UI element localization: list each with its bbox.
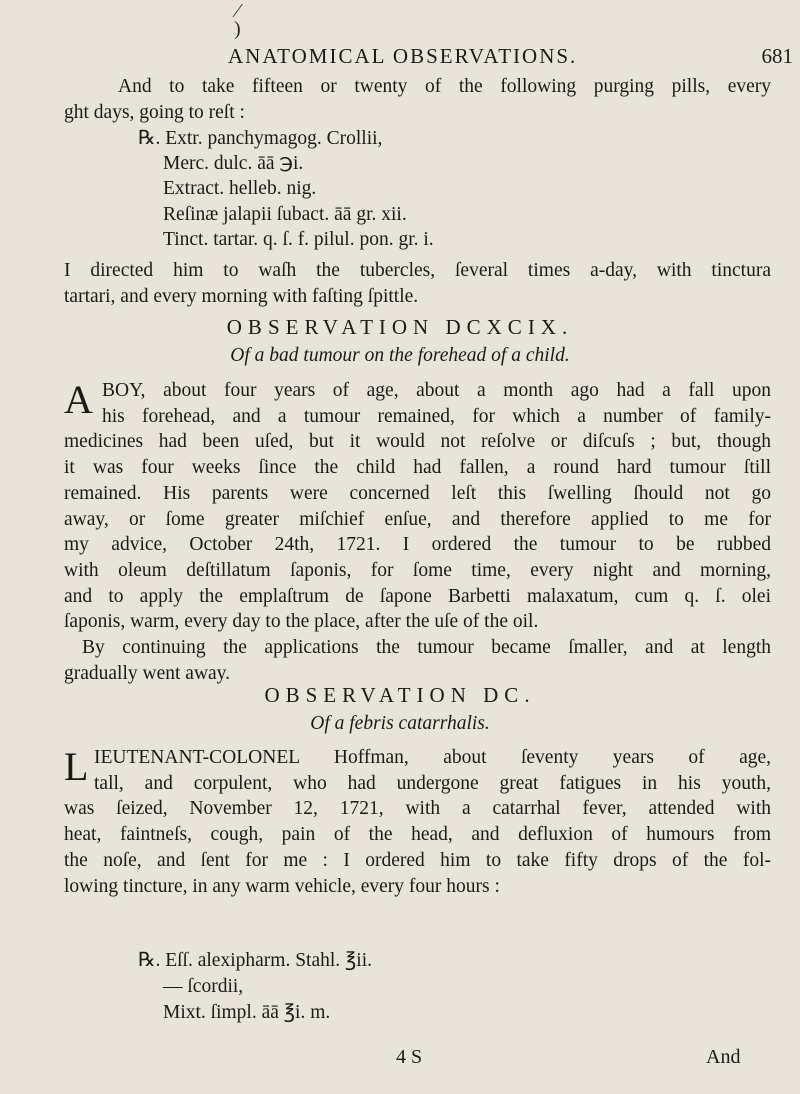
observation-subtitle: Of a febris catarrhalis. [310, 713, 490, 734]
page-number: 681 [761, 44, 793, 68]
text-line: medicines had been uſed, but it would not reſolve or diſcuſs ; but, though [64, 431, 771, 453]
text-line: By continuing the applications the tumour became ſmaller, and at length [82, 637, 771, 659]
text-line: with oleum deſtillatum ſaponis, for ſome time, every night and morning, [64, 559, 771, 581]
drop-cap: L [64, 744, 89, 789]
recipe-line: ℞. Eſſ. alexipharm. Stahl. ℥ii. [138, 950, 372, 971]
recipe-line: Extract. helleb. nig. [163, 178, 317, 199]
observation-body [64, 745, 771, 899]
text-line: I directed him to waſh the tubercles, ſeveral times a-day, with tinctura [64, 260, 771, 281]
text-line: it was four weeks ſince the child had fallen, a round hard tumour ſtill [64, 457, 771, 479]
recipe-line: ℞. Extr. panchymagog. Crollii, [138, 128, 383, 149]
text-line: away, or ſome greater miſchief enſue, and therefore applied to me for [64, 508, 771, 530]
text-line: his forehead, and a tumour remained, for which a number of family- [102, 405, 771, 427]
text-line: tartari, and every morning with faſting ſpittle. [64, 285, 419, 307]
text-line: gradually went away. [64, 662, 231, 684]
text-line: was ſeized, November 12, 1721, with a catarrhal fever, attended with [64, 798, 771, 820]
text-line: IEUTENANT-COLONEL Hoffman, about ſeventy years of age, [94, 747, 771, 768]
margin-mark-icon: ⁄ [236, 0, 240, 22]
text-line: ſaponis, warm, every day to the place, after the uſe of the oil. [64, 611, 539, 633]
text-line: heat, faintneſs, cough, pain of the head, and defluxion of humours from [64, 824, 771, 846]
observation-subtitle: Of a bad tumour on the forehead of a child. [230, 345, 570, 366]
recipe-line: — ſcordii, [163, 976, 244, 997]
text-line: my advice, October 24th, 1721. I ordered the tumour to be rubbed [64, 534, 771, 556]
recipe-line: Merc. dulc. āā ℈i. [163, 153, 304, 174]
directions-paragraph [64, 258, 771, 309]
recipe-line: Reſinæ jalapii ſubact. āā gr. xii. [163, 204, 407, 225]
text-line: tall, and corpulent, who had undergone great fatigues in his youth, [94, 772, 771, 794]
text-line: BOY, about four years of age, about a month ago had a fall upon [102, 380, 771, 401]
text-line: And to take fifteen or twenty of the following purging pills, every [118, 76, 771, 97]
running-head [228, 44, 793, 69]
intro-paragraph [64, 74, 771, 125]
catchword: And [706, 1046, 741, 1068]
observation-body [64, 378, 771, 686]
signature-mark: 4 S [396, 1046, 423, 1068]
recipe-line: Tinct. tartar. q. ſ. f. pilul. pon. gr. i. [163, 229, 434, 250]
running-title: ANATOMICAL OBSERVATIONS. [228, 44, 578, 68]
text-line: remained. His parents were concerned leſt this ſwelling ſhould not go [64, 482, 771, 504]
observation-heading: OBSERVATION DCXCIX. [226, 315, 574, 339]
text-line: lowing tincture, in any warm vehicle, every four hours : [64, 875, 500, 897]
text-line: the noſe, and ſent for me : I ordered him to take fifty drops of the fol- [64, 849, 771, 871]
observation-heading: OBSERVATION DC. [264, 683, 536, 707]
drop-cap: A [64, 377, 93, 422]
margin-mark-icon: ) [234, 18, 241, 40]
text-line: and to apply the emplaſtrum de ſapone Barbetti malaxatum, cum q. ſ. olei [64, 585, 771, 607]
text-line: ght days, going to reſt : [64, 101, 245, 123]
recipe-line: Mixt. ſimpl. āā ℥i. m. [163, 1002, 331, 1023]
